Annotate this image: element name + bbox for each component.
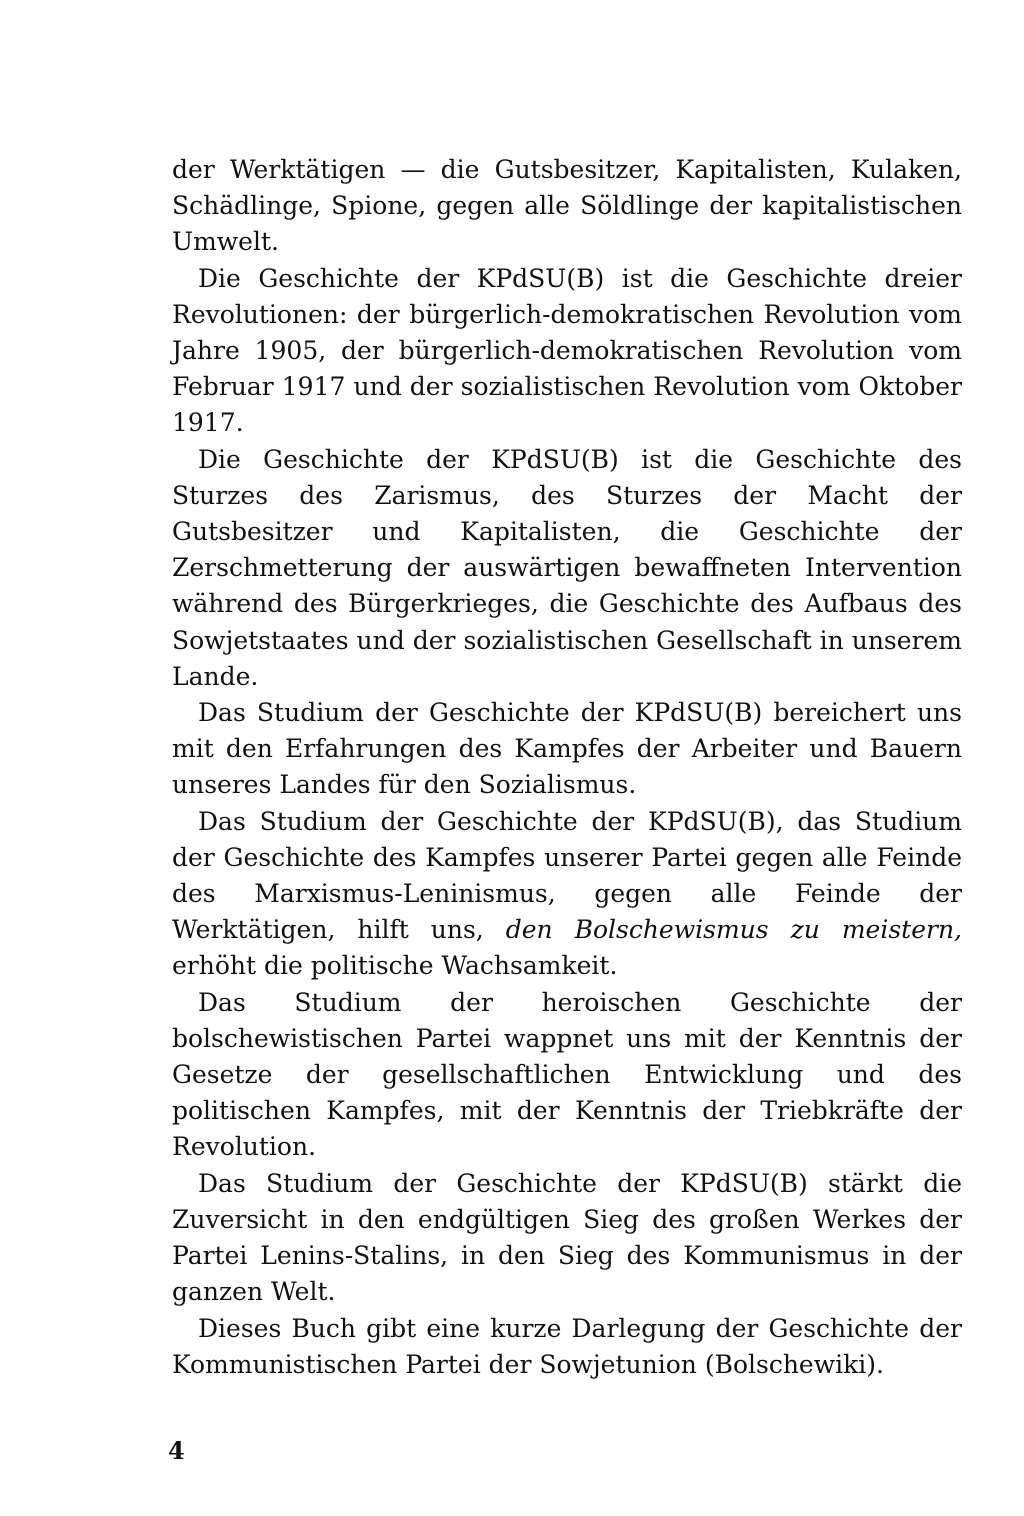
paragraph-7: Das Studium der Geschichte der KPdSU(B) stärkt die Zuversicht in den endgültigen Sieg des großen Werkes der Partei Lenins-Stalins, in den Sieg des Kommunismus in der ganzen Welt. <box>172 1168 962 1307</box>
paragraph-5 <box>172 804 962 985</box>
paragraph-1: der Werktätigen — die Gutsbesitzer, Kapitalisten, Kulaken, Schädlinge, Spione, gegen alle Söldlinge der kapitalistischen Umwelt. <box>172 155 962 257</box>
paragraph-8: Dieses Buch gibt eine kurze Darlegung der Geschichte der Kommunistischen Partei der Sowjetunion (Bolschewiki). <box>172 1313 962 1379</box>
paragraph-5-emphasis: den Bolschewismus zu meistern, <box>505 915 962 945</box>
paragraph-5-text-after: erhöht die politische Wachsamkeit. <box>172 951 618 981</box>
paragraph-4: Das Studium der Geschichte der KPdSU(B) bereichert uns mit den Erfahrungen des Kampfes der Arbeiter und Bauern unseres Landes für den Sozialismus. <box>172 698 962 800</box>
paragraph-5-text-before: Das Studium der Geschichte der KPdSU(B), das Studium der Geschichte des Kampfes unserer Partei gegen alle Feinde des Marxismus-Leninismus, gegen alle Feinde der Werktätigen, hilft uns, <box>172 806 962 945</box>
paragraph-6: Das Studium der heroischen Geschichte der bolschewistischen Partei wappnet uns mit der Kenntnis der Gesetze der gesellschaftlichen Entwicklung und des politischen Kampfes, mit der Kenntnis der Triebkräfte der Revolution. <box>172 987 962 1162</box>
page-number: 4 <box>168 1436 185 1465</box>
paragraph-3: Die Geschichte der KPdSU(B) ist die Geschichte des Sturzes des Zarismus, des Sturzes der Macht der Gutsbesitzer und Kapitalisten, die Geschichte der Zerschmetterung der auswärtigen bewaffneten Intervention während des Bürgerkrieges, die Geschichte des Aufbaus des Sowjetstaates und der sozialistischen Gesellschaft in unserem Lande. <box>172 444 962 691</box>
paragraph-2: Die Geschichte der KPdSU(B) ist die Geschichte dreier Revolutionen: der bürgerlich-demokratischen Revolution vom Jahre 1905, der bürgerlich-demokratischen Revolution vom Februar 1917 und der sozialistischen Revolution vom Oktober 1917. <box>172 263 962 438</box>
body-text <box>172 152 962 1383</box>
